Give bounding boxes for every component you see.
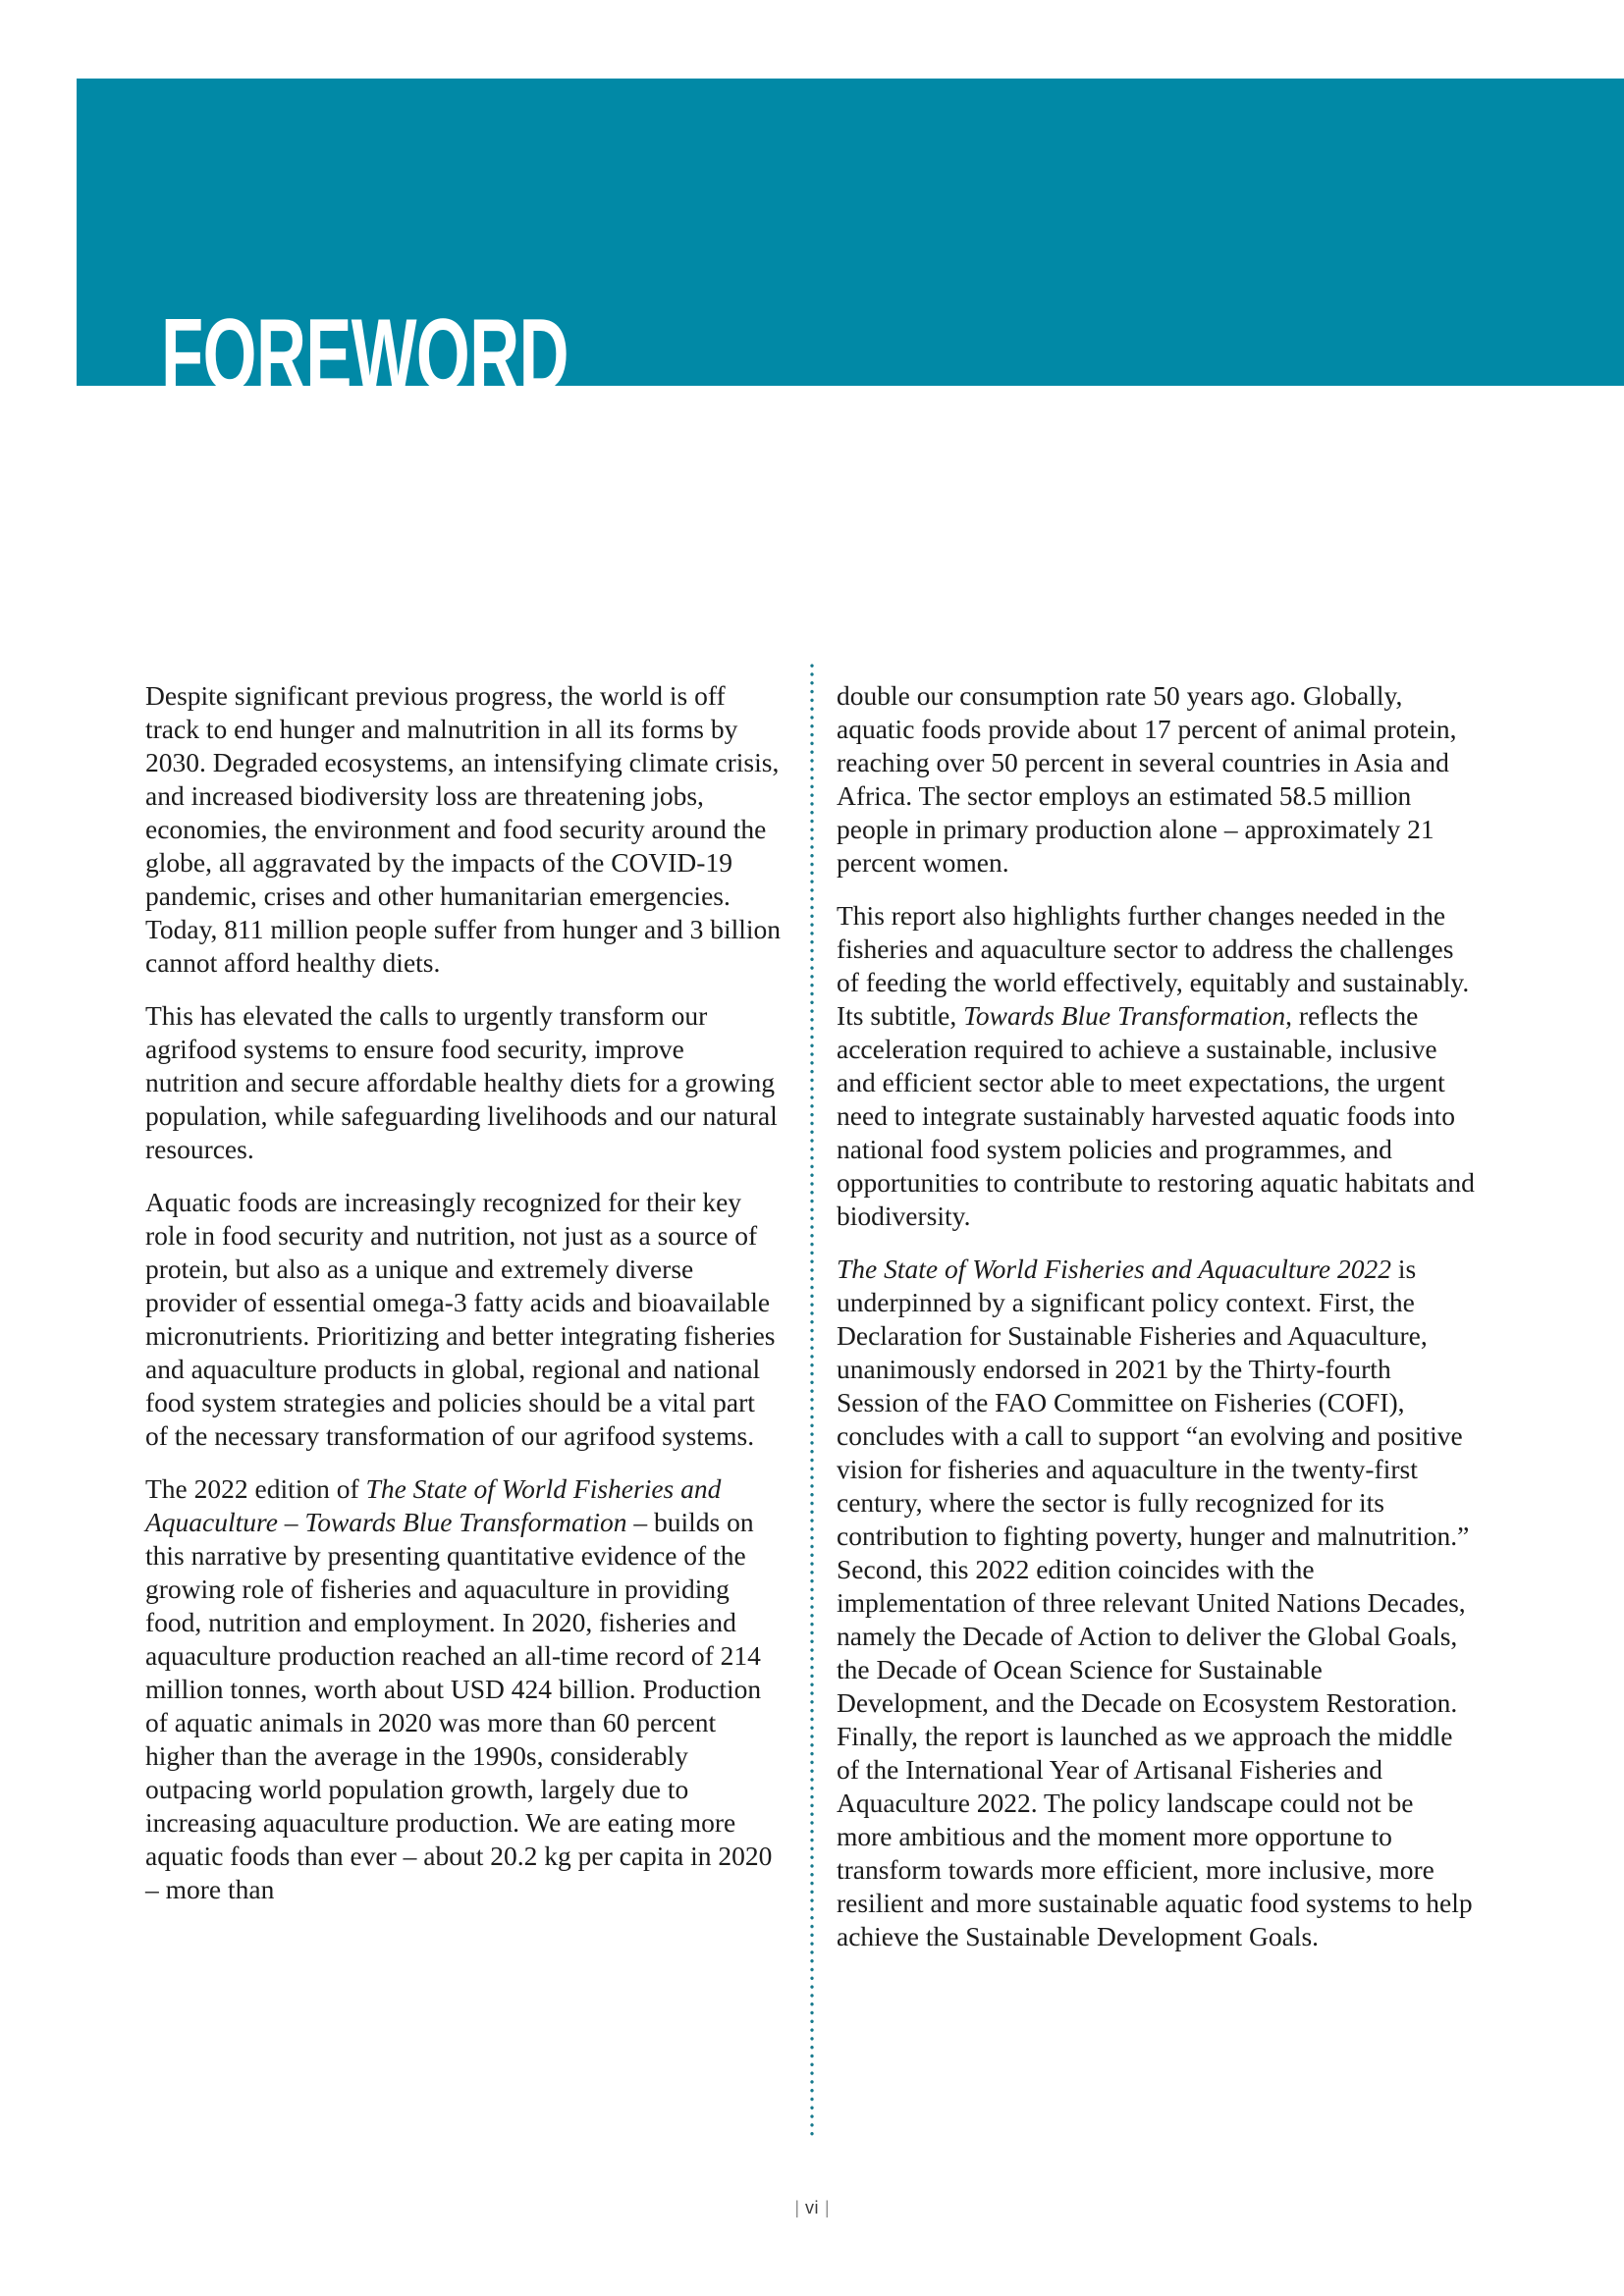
paragraph xyxy=(145,999,784,1166)
paragraph xyxy=(145,679,784,980)
paragraph xyxy=(145,1186,784,1453)
paragraph xyxy=(837,679,1475,880)
page-footer xyxy=(0,2199,1624,2216)
left-text-column xyxy=(145,679,784,1906)
paragraph xyxy=(837,899,1475,1233)
right-text-column xyxy=(837,679,1475,1953)
footer-bar-left: | xyxy=(794,2198,799,2217)
italic-text-segment: The State of World Fisheries and Aquaculture 2022 xyxy=(837,1254,1391,1284)
italic-text-segment: Towards Blue Transformation xyxy=(963,1000,1286,1031)
foreword-banner xyxy=(77,79,1624,412)
text-segment: This report also highlights further changes needed in the fisheries and aquaculture sector to address the challenges of feeding the world effectively, equitably and sustainably. Its subtitle, xyxy=(837,900,1470,1031)
paragraph xyxy=(837,1253,1475,1953)
text-segment: – builds on this narrative by presenting quantitative evidence of the growing role of fisheries and aquaculture in providing food, nutrition and employment. In 2020, fisheries and aquaculture production reached an all-time record of 214 million tonnes, worth about USD 424 billion. Production of aquatic animals in 2020 was more than 60 percent higher than the average in the 1990s, considerably outpacing world population growth, largely due to increasing aquaculture production. We are eating more aquatic foods than ever – about 20.2 kg per capita in 2020 – more than xyxy=(145,1507,773,1904)
footer-bar-right: | xyxy=(825,2198,830,2217)
page-title: FOREWORD xyxy=(161,298,568,412)
text-segment: Aquatic foods are increasingly recognized for their key role in food security and nutrition, not just as a source of protein, but also as a unique and extremely diverse provider of essential omega-3 fatty acids and bioavailable micronutrients. Prioritizing and better integrating fisheries and aquaculture products in global, regional and national food system strategies and policies should be a vital part of the necessary transformation of our agrifood systems. xyxy=(145,1187,776,1451)
text-segment: The 2022 edition of xyxy=(145,1473,366,1504)
paragraph xyxy=(145,1472,784,1906)
page-number: vi xyxy=(805,2198,819,2217)
text-segment: is underpinned by a significant policy context. First, the Declaration for Sustainable Fisheries and Aquaculture, unanimously endorsed in 2021 by the Thirty-fourth Session of the FAO Committee on Fisheries (COFI), concludes with a call to support “an evolving and positive vision for fisheries and aquaculture in the twenty-first century, where the sector is fully recognized for its contribution to fighting poverty, hunger and malnutrition.” Second, this 2022 edition coincides with the implementation of three relevant United Nations Decades, namely the Decade of Action to deliver the Global Goals, the Decade of Ocean Science for Sustainable Development, and the Decade on Ecosystem Restoration. Finally, the report is launched as we approach the middle of the International Year of Artisanal Fisheries and Aquaculture 2022. The policy landscape could not be more ambitious and the moment more opportune to transform towards more efficient, more inclusive, more resilient and more sustainable aquatic food systems to help achieve the Sustainable Development Goals. xyxy=(837,1254,1473,1951)
italic-text-segment: The State of World Fisheries and Aquaculture – Towards Blue Transformation xyxy=(145,1473,722,1537)
text-segment: This has elevated the calls to urgently transform our agrifood systems to ensure food security, improve nutrition and secure affordable healthy diets for a growing population, while safeguarding livelihoods and our natural resources. xyxy=(145,1000,778,1164)
text-segment: , reflects the acceleration required to achieve a sustainable, inclusive and efficient sector able to meet expectations, the urgent need to integrate sustainably harvested aquatic foods into national food system policies and programmes, and opportunities to contribute to restoring aquatic habitats and biodiversity. xyxy=(837,1000,1475,1231)
text-segment: Despite significant previous progress, the world is off track to end hunger and malnutrition in all its forms by 2030. Degraded ecosystems, an intensifying climate crisis, and increased biodiversity loss are threatening jobs, economies, the environment and food security around the globe, all aggravated by the impacts of the COVID-19 pandemic, crises and other humanitarian emergencies. Today, 811 million people suffer from hunger and 3 billion cannot afford healthy diets. xyxy=(145,680,782,978)
column-divider-dotted-line xyxy=(810,664,814,2136)
text-segment: double our consumption rate 50 years ago. Globally, aquatic foods provide about 17 percent of animal protein, reaching over 50 percent in several countries in Asia and Africa. The sector employs an estimated 58.5 million people in primary production alone – approximately 21 percent women. xyxy=(837,680,1457,878)
